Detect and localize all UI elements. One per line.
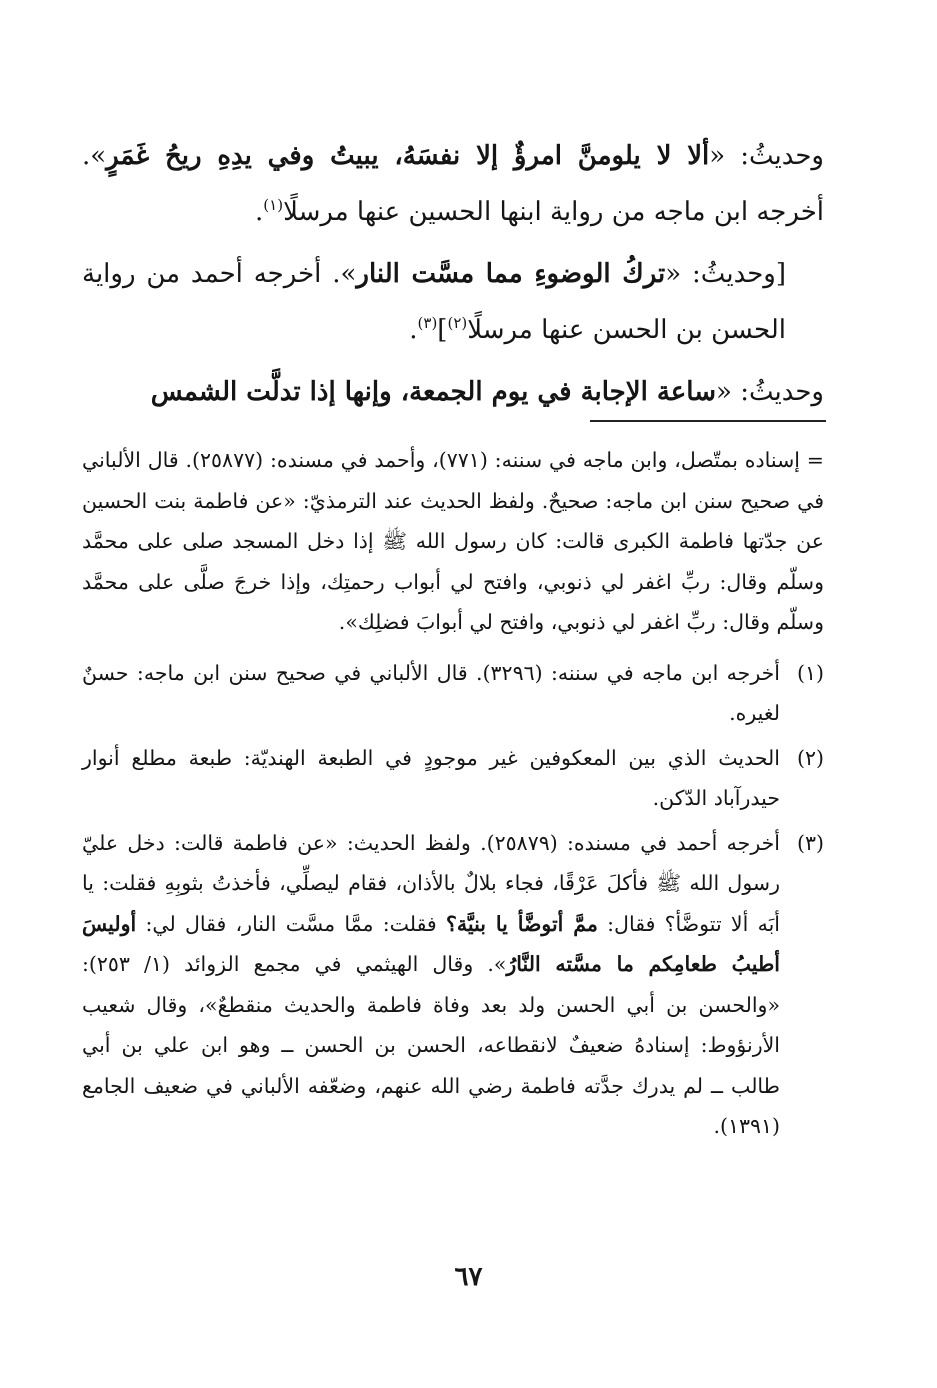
footnote-1-number: (١) xyxy=(796,660,824,685)
hadith-1-lead: وحديثُ: « xyxy=(709,141,824,171)
hadith-2-bracket: ] xyxy=(437,315,448,345)
footnote-continuation: = إسناده بمتّصل، وابن ماجه في سننه: (٧٧١)، وأحمد في مسنده: (٢٥٨٧٧). قال الألباني في صحيح سنن ابن ماجه: صحيحٌ. ولفظ الحديث عند الترمذيّ: «عن فاطمة بنت الحسين عن جدّتها فاطمة الكبرى قالت: كان رسول الله ﷺ إذا دخل المسجد صلى على محمَّد وسلّم وقال: ربِّ اغفر لي ذنوبي، وافتح لي أبواب رحمتِك، وإذا خرجَ صلَّى على محمَّد وسلّم وقال: ربِّ اغفر لي ذنوبي، وافتح لي أبوابَ فضلِك». xyxy=(82,448,824,634)
footnote-ref-1[interactable]: (١) xyxy=(263,196,284,214)
hadith-2-lead: [وحديثُ: « xyxy=(665,259,786,289)
hadith-3-quote: ساعة الإجابة في يوم الجمعة، وإنها إذا تدلَّت الشمس xyxy=(150,377,717,407)
hadith-1-source: أخرجه ابن ماجه من رواية ابنها الحسين عنها مرسلًا xyxy=(283,197,824,227)
main-text xyxy=(82,128,824,420)
footnote-ref-3[interactable]: (٣) xyxy=(417,314,438,332)
hadith-2-source: ». أخرجه أحمد من رواية الحسن بن الحسن عنها مرسلًا xyxy=(82,259,786,345)
footnote-3-bold-1: ممَّ أتوضَّأ يا بنيَّة؟ xyxy=(446,911,598,936)
footnote-3-part-c: فقلت: ممَّا مسَّت النار، فقال لي: xyxy=(136,911,447,936)
footnote-3-part-a: أخرجه أحمد في مسنده: (٢٥٨٧٩). ولفظ الحديث: «عن فاطمة قالت: دخل عليّ رسول الله ﷺ فأكلَ عَرْقًا، فجاء بلالٌ بالأذان، فقام ليصلِّي، فأخذتُ بثوبِهِ فقلت: يا أبَه ألا تتوضَّأ؟ فقال: xyxy=(82,830,781,936)
footnote-3-part-d: ». وقال الهيثمي في مجمع الزوائد (١/ ٢٥٣): «والحسن بن أبي الحسن ولد بعد وفاة فاطمة والحديث منقطعٌ»، وقال شعيب الأرنؤوط: إسنادهُ ضعيفٌ لانقطاعه، الحسن بن الحسن ــ وهو ابن علي بن أبي طالب ــ لم يدرك جدَّته فاطمة رضي الله عنهم، وضعّفه الألباني في ضعيف الجامع (١٣٩١). xyxy=(82,952,780,1138)
page-number: ٦٧ xyxy=(454,1262,483,1292)
footnote-1-text: أخرجه ابن ماجه في سننه: (٣٢٩٦). قال الألباني في صحيح سنن ابن ماجه: حسنٌ لغيره. xyxy=(82,660,780,725)
footnote-2-number: (٢) xyxy=(796,745,824,770)
footnote-2-text: الحديث الذي بين المعكوفين غير موجودٍ في الطبعة الهنديّة: طبعة مطلع أنوار حيدرآباد الدّكن. xyxy=(82,745,780,810)
footnotes xyxy=(82,440,824,1151)
footnote-3-text xyxy=(82,823,780,1147)
footnote-separator xyxy=(590,420,826,422)
hadith-1-end: . xyxy=(255,197,264,227)
footnote-3 xyxy=(82,823,824,1147)
footnote-3-bold-2: أوليسَ أطيبُ طعامِكم ما مسَّته النَّارُ xyxy=(82,911,780,976)
footnote-1 xyxy=(82,653,824,734)
footnote-ref-2[interactable]: (٢) xyxy=(447,314,468,332)
hadith-2-end: . xyxy=(409,315,418,345)
footnote-3-number: (٣) xyxy=(796,830,824,855)
hadith-3-lead: وحديثُ: « xyxy=(716,377,824,407)
hadith-1-quote: ألا لا يلومنَّ امرؤٌ إلا نفسَهُ، يبيتُ وفي يدِهِ ريحُ غَمَرٍ xyxy=(106,141,710,171)
hadith-2-quote: تركُ الوضوءِ مما مسَّت النار xyxy=(356,259,666,289)
hadith-1-close: ». xyxy=(82,141,107,171)
paragraph-hadith-1 xyxy=(82,128,824,240)
paragraph-hadith-3 xyxy=(82,364,824,420)
paragraph-hadith-2 xyxy=(82,246,824,358)
footnote-2 xyxy=(82,738,824,819)
